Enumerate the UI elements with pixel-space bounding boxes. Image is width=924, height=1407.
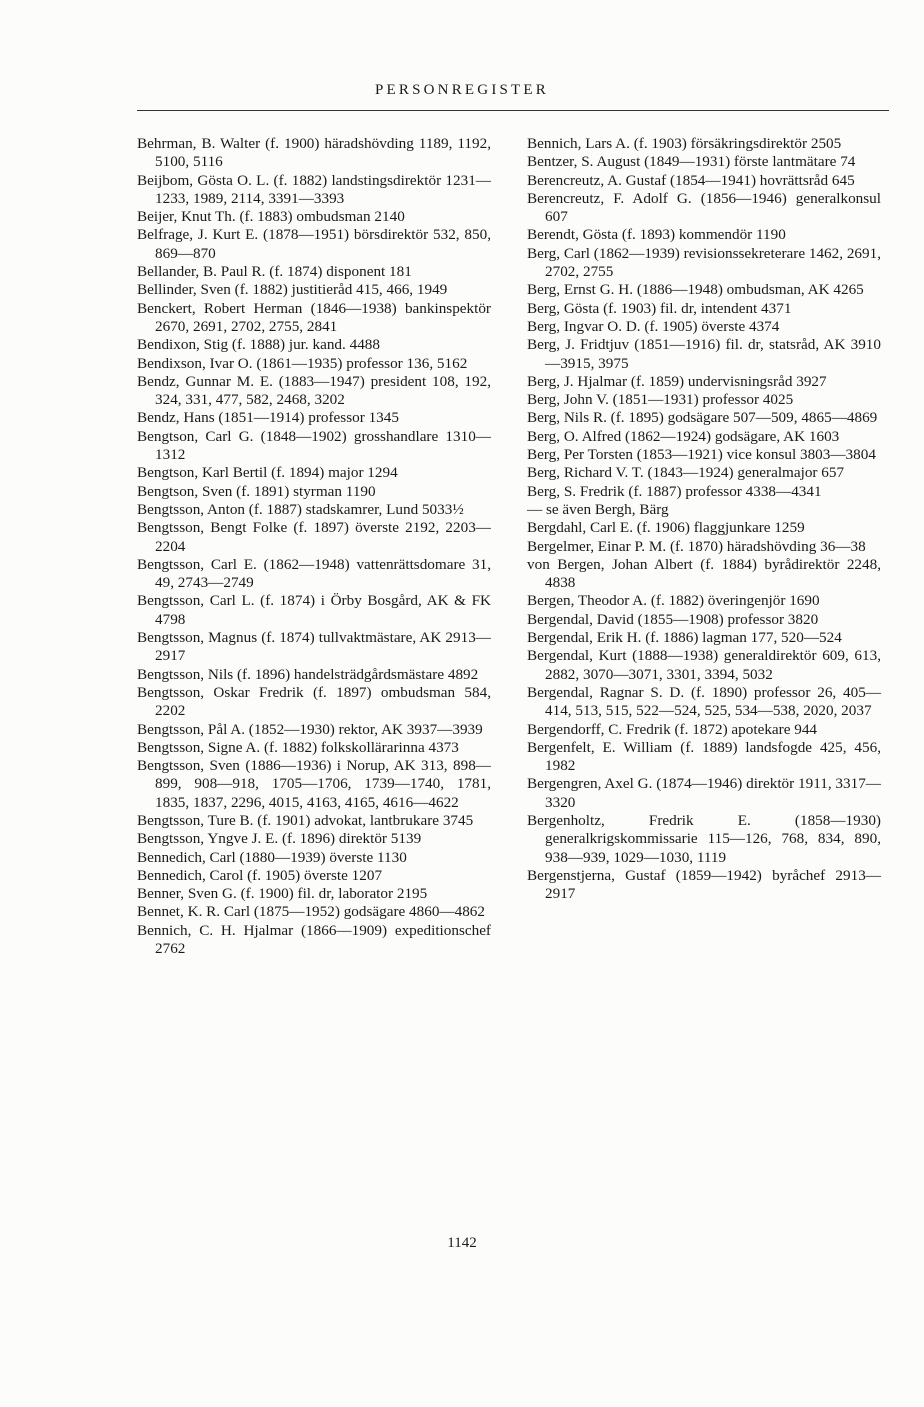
index-entry: Bengtsson, Carl E. (1862—1948) vattenrättsdomare 31, 49, 2743—2749 [137, 555, 491, 592]
index-entry: Bennich, C. H. Hjalmar (1866—1909) expeditionschef 2762 [137, 921, 491, 958]
index-entry: Bengtsson, Pål A. (1852—1930) rektor, AK 3937—3939 [137, 720, 483, 738]
index-entry: Bellinder, Sven (f. 1882) justitieråd 415, 466, 1949 [137, 281, 448, 299]
index-entry: Bengtsson, Anton (f. 1887) stadskamrer, Lund 5033½ [137, 500, 464, 518]
index-entry: Bennedich, Carl (1880—1939) överste 1130 [137, 848, 407, 866]
index-entry: Bergenholtz, Fredrik E. (1858—1930) generalkrigskommissarie 115—126, 768, 834, 890, 938—939, 1029—1030, 1119 [527, 811, 881, 866]
index-entry: Berg, Ingvar O. D. (f. 1905) överste 4374 [527, 317, 780, 335]
index-entry: Bengtsson, Ture B. (f. 1901) advokat, lantbrukare 3745 [137, 811, 474, 829]
index-entry: Berencreutz, F. Adolf G. (1856—1946) generalkonsul 607 [527, 189, 881, 226]
index-entry: Bengtsson, Yngve J. E. (f. 1896) direktör 5139 [137, 830, 422, 848]
index-entry: — se även Bergh, Bärg [527, 500, 669, 518]
index-entry: Belfrage, J. Kurt E. (1878—1951) börsdirektör 532, 850, 869—870 [137, 226, 491, 262]
index-entry: Beijbom, Gösta O. L. (f. 1882) landstingsdirektör 1231—1233, 1989, 2114, 3391—3393 [137, 171, 491, 207]
index-entry: Berg, J. Fridtjuv (1851—1916) fil. dr, statsråd, AK 3910—3915, 3975 [527, 336, 881, 372]
index-entry: Bergendal, Ragnar S. D. (f. 1890) professor 26, 405—414, 513, 515, 522—524, 525, 534—538, 2020, 2037 [527, 683, 881, 720]
index-entry: Bengtson, Karl Bertil (f. 1894) major 1294 [137, 464, 398, 482]
index-entry: Bengtsson, Sven (1886—1936) i Norup, AK 313, 898—899, 908—918, 1705—1706, 1739—1740, 1781, 1835, 1837, 2296, 4015, 4163, 4165, 4616—4622 [137, 757, 491, 811]
index-entry: Bengtson, Carl G. (1848—1902) grosshandlare 1310—1312 [137, 427, 491, 464]
right-column [527, 135, 881, 903]
index-entry: Bendixson, Ivar O. (1861—1935) professor 136, 5162 [137, 354, 468, 372]
index-entry: Berg, O. Alfred (1862—1924) godsägare, AK 1603 [527, 427, 840, 445]
index-entry: Beijer, Knut Th. (f. 1883) ombudsman 2140 [137, 208, 405, 226]
index-entry: Bengtsson, Bengt Folke (f. 1897) överste 2192, 2203—2204 [137, 519, 491, 555]
index-entry: Bergdahl, Carl E. (f. 1906) flaggjunkare 1259 [527, 519, 805, 537]
index-entry: Berendt, Gösta (f. 1893) kommendör 1190 [527, 226, 786, 244]
index-entry: Bengtsson, Nils (f. 1896) handelsträdgårdsmästare 4892 [137, 665, 479, 683]
index-entry: Berg, J. Hjalmar (f. 1859) undervisningsråd 3927 [527, 372, 827, 390]
index-entry: Bergengren, Axel G. (1874—1946) direktör 1911, 3317—3320 [527, 775, 881, 811]
index-entry: Bengtson, Sven (f. 1891) styrman 1190 [137, 482, 376, 500]
index-entry: Bergenstjerna, Gustaf (1859—1942) byråchef 2913—2917 [527, 866, 881, 903]
index-entry: Bergendal, Kurt (1888—1938) generaldirektör 609, 613, 2882, 3070—3071, 3301, 3394, 5032 [527, 647, 881, 683]
index-entry: Bengtsson, Carl L. (f. 1874) i Örby Bosgård, AK & FK 4798 [137, 592, 491, 628]
index-entry: Bendixon, Stig (f. 1888) jur. kand. 4488 [137, 336, 380, 354]
index-entry: Berg, Ernst G. H. (1886—1948) ombudsman, AK 4265 [527, 281, 864, 299]
index-entry: Bengtsson, Magnus (f. 1874) tullvaktmästare, AK 2913—2917 [137, 629, 491, 665]
index-entry: Bergelmer, Einar P. M. (f. 1870) häradshövding 36—38 [527, 537, 866, 555]
index-entry: Berg, S. Fredrik (f. 1887) professor 4338—4341 [527, 482, 822, 500]
index-entry: Bennet, K. R. Carl (1875—1952) godsägare 4860—4862 [137, 903, 485, 921]
index-entry: Berg, Gösta (f. 1903) fil. dr, intendent 4371 [527, 299, 792, 317]
index-entry: Berg, John V. (1851—1931) professor 4025 [527, 391, 794, 409]
index-entry: Bellander, B. Paul R. (f. 1874) disponent 181 [137, 263, 412, 281]
index-entry: von Bergen, Johan Albert (f. 1884) byrådirektör 2248, 4838 [527, 555, 881, 592]
page-header: PERSONREGISTER [375, 82, 549, 98]
index-entry: Bendz, Hans (1851—1914) professor 1345 [137, 409, 399, 427]
index-entry: Benner, Sven G. (f. 1900) fil. dr, laborator 2195 [137, 885, 428, 903]
index-entry: Bergendal, Erik H. (f. 1886) lagman 177, 520—524 [527, 629, 842, 647]
index-entry: Bergendorff, C. Fredrik (f. 1872) apotekare 944 [527, 720, 818, 738]
index-entry: Bendz, Gunnar M. E. (1883—1947) president 108, 192, 324, 331, 477, 582, 2468, 3202 [137, 372, 491, 409]
index-entry: Berencreutz, A. Gustaf (1854—1941) hovrättsråd 645 [527, 171, 855, 189]
index-entry: Bergenfelt, E. William (f. 1889) landsfogde 425, 456, 1982 [527, 738, 881, 775]
index-entry: Berg, Carl (1862—1939) revisionssekreterare 1462, 2691, 2702, 2755 [527, 244, 882, 281]
index-entry: Berg, Nils R. (f. 1895) godsägare 507—509, 4865—4869 [527, 409, 878, 427]
index-entry: Berg, Per Torsten (1853—1921) vice konsul 3803—3804 [527, 446, 876, 464]
header-rule [137, 110, 889, 111]
index-entry: Berg, Richard V. T. (1843—1924) generalmajor 657 [527, 464, 845, 482]
index-entry: Bennedich, Carol (f. 1905) överste 1207 [137, 866, 383, 884]
index-entry: Bennich, Lars A. (f. 1903) försäkringsdirektör 2505 [527, 135, 842, 152]
index-entry: Bergendal, David (1855—1908) professor 3820 [527, 610, 819, 628]
index-entry: Behrman, B. Walter (f. 1900) häradshövding 1189, 1192, 5100, 5116 [137, 135, 491, 171]
index-entry: Bengtsson, Signe A. (f. 1882) folkskollärarinna 4373 [137, 738, 459, 756]
left-column [137, 135, 491, 958]
index-entry: Bergen, Theodor A. (f. 1882) överingenjör 1690 [527, 592, 820, 610]
page-number: 1142 [447, 1235, 477, 1251]
index-entry: Bentzer, S. August (1849—1931) förste lantmätare 74 [527, 153, 856, 171]
index-entry: Benckert, Robert Herman (1846—1938) bankinspektör 2670, 2691, 2702, 2755, 2841 [137, 299, 491, 335]
index-entry: Bengtsson, Oskar Fredrik (f. 1897) ombudsman 584, 2202 [137, 683, 491, 720]
